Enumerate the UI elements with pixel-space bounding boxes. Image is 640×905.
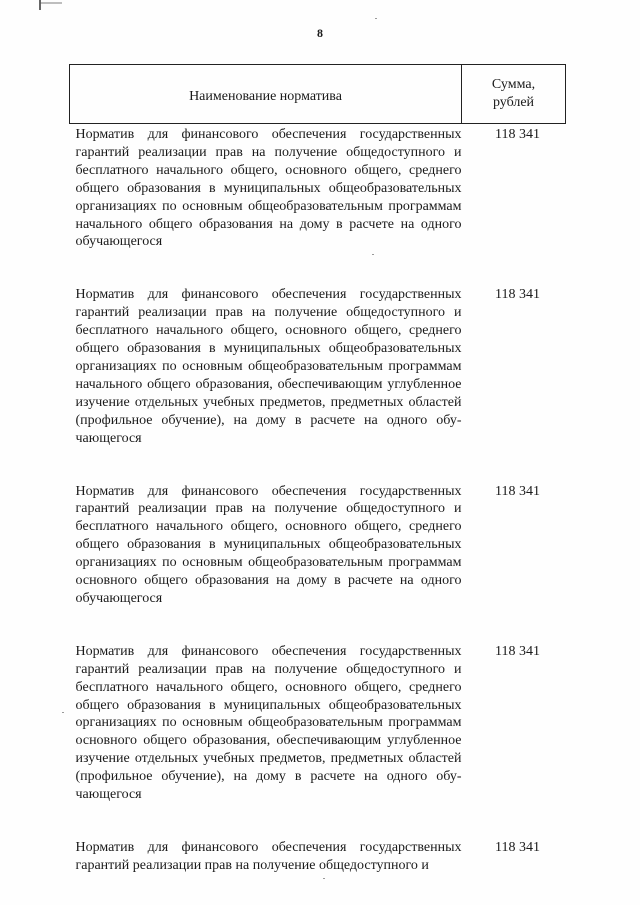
norms-table bbox=[69, 64, 566, 875]
row-sum: 118 341 bbox=[495, 483, 540, 499]
row-name: Норматив для финансового обеспечения государственных гарантий реализации прав на получение общедоступного и bbox=[75, 840, 462, 873]
scan-speck bbox=[62, 712, 64, 713]
row-sum: 118 341 bbox=[495, 643, 540, 659]
scan-speck bbox=[323, 878, 325, 879]
table-row bbox=[70, 481, 566, 608]
row-sum: 118 341 bbox=[495, 287, 540, 303]
table-row bbox=[70, 124, 566, 252]
scan-speck bbox=[372, 254, 374, 255]
row-sum: 118 341 bbox=[495, 840, 540, 855]
header-sum bbox=[462, 65, 566, 124]
page-number: 8 bbox=[317, 26, 323, 40]
row-sum: 118 341 bbox=[495, 127, 540, 142]
scan-speck bbox=[375, 18, 377, 19]
table-header-row bbox=[70, 65, 566, 124]
header-sum-line1: Сумма, bbox=[491, 77, 536, 92]
header-name: Наименование норматива bbox=[70, 65, 462, 124]
row-name: Норматив для финансового обеспечения государственных гарантий реализации прав на получение общедоступного и бесплатного начального общего, основного общего, среднего общего образования в муниципальных общеобразовательных организациях по основным общеобразовательным программам начального общего образования, обеспечивающим углубленное изучение отдельных учебных предметов, предметных областей (профильное обучение), на дому в расчете на одного обучающегося bbox=[75, 287, 462, 446]
header-sum-line2: рублей bbox=[492, 95, 535, 110]
scan-corner-mark bbox=[28, 0, 64, 12]
table-row bbox=[70, 284, 566, 447]
table-row bbox=[70, 837, 566, 875]
row-name: Норматив для финансового обеспечения государственных гарантий реализации прав на получение общедоступного и бесплатного начального общего, основного общего, среднего общего образования в муниципальных общеобразовательных организациях по основным общеобразовательным программам основного общего образования на дому в расчете на одного обучающегося bbox=[75, 483, 462, 606]
table-row bbox=[70, 641, 566, 804]
row-name: Норматив для финансового обеспечения государственных гарантий реализации прав на получение общедоступного и бесплатного начального общего, основного общего, среднего общего образования в муниципальных общеобразовательных организациях по основным общеобразовательным программам основного общего образования, обеспечивающим углубленное изучение отдельных учебных предметов, предметных областей (профильное обучение), на дому в расчете на одного обучающегося bbox=[75, 643, 462, 803]
row-name: Норматив для финансового обеспечения государственных гарантий реализации прав на получение общедоступного и бесплатного начального общего, основного общего, среднего общего образования в муниципальных общеобразовательных организациях по основным общеобразовательным программам начального общего образования на дому в расчете на одного обучающегося bbox=[75, 127, 462, 250]
